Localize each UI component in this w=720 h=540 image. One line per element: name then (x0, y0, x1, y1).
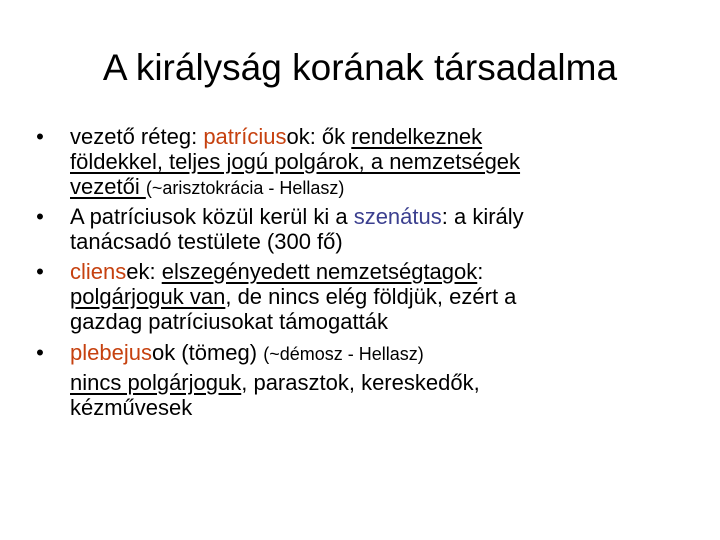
bullet-item-senate (30, 204, 700, 254)
text-run: A patríciusok közül kerül ki a (70, 204, 354, 229)
bullet-line (70, 124, 700, 149)
bullet-dot-icon: • (36, 124, 44, 149)
comparison-note: (~arisztokrácia - Hellasz) (145, 178, 345, 198)
highlight-term: patrícius (203, 124, 287, 149)
bullet-item-plebeians (30, 340, 700, 420)
bullet-line (70, 204, 700, 229)
text-run: ek: (126, 259, 162, 284)
bullet-item-patricians (30, 124, 700, 201)
bullet-line: gazdag patríciusokat támogatták (70, 309, 388, 334)
text-run: : a király (441, 204, 524, 229)
underlined-text: nincs polgárjoguk (70, 370, 242, 395)
bullet-line (70, 370, 700, 395)
bullet-line: tanácsadó testülete (300 fő) (70, 229, 343, 254)
bullet-list (30, 124, 700, 422)
text-run: ok: ők (286, 124, 352, 149)
bullet-line (70, 340, 700, 367)
bullet-line: kézművesek (70, 395, 193, 420)
highlight-term: cliens (70, 259, 127, 284)
highlight-term: szenátus (353, 204, 442, 229)
bullet-dot-icon: • (36, 204, 44, 229)
text-run: ok (tömeg) (151, 340, 264, 365)
bullet-dot-icon: • (36, 259, 44, 284)
underlined-text: vezetői (70, 174, 146, 199)
comparison-note: (~démosz - Hellasz) (263, 344, 424, 364)
bullet-line (70, 174, 700, 201)
underlined-text: elszegényedett nemzetségtagok (161, 259, 478, 284)
text-run: , de nincs elég földjük, ezért a (225, 284, 517, 309)
slide-title: A királyság korának társadalma (102, 47, 618, 88)
text-run: : (477, 259, 484, 284)
text-run: , parasztok, kereskedők, (241, 370, 480, 395)
highlight-term: plebejus (70, 340, 152, 365)
underlined-text: rendelkeznek (351, 124, 483, 149)
underlined-text: polgárjoguk van (70, 284, 226, 309)
bullet-line (70, 284, 700, 309)
underlined-text: földekkel, teljes jogú polgárok, a nemzetségek (70, 149, 521, 174)
text-run: vezető réteg: (70, 124, 204, 149)
bullet-line (70, 259, 700, 284)
bullet-item-clients (30, 259, 700, 334)
bullet-dot-icon: • (36, 340, 44, 365)
